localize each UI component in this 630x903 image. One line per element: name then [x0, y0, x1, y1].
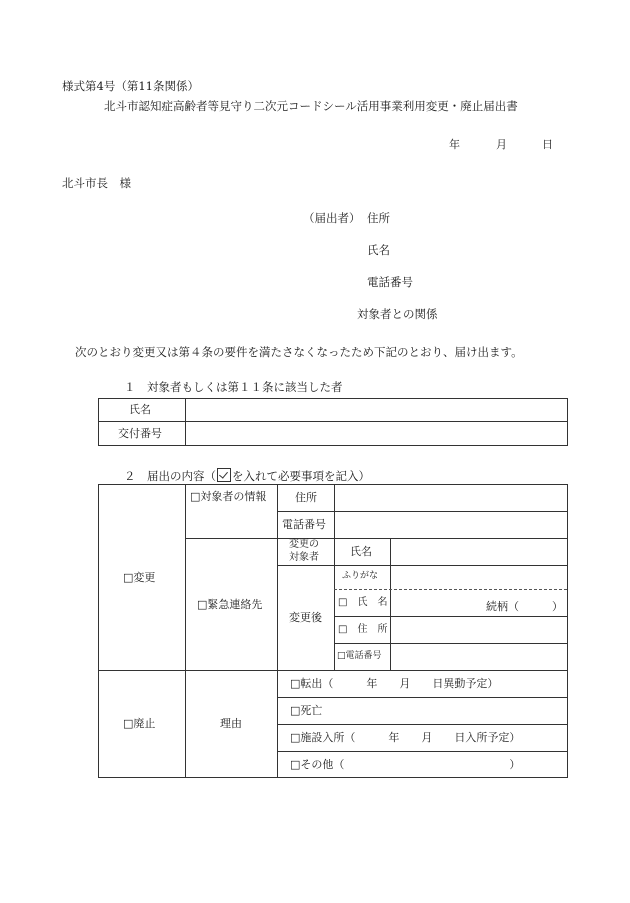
section2-heading-pre: ２ 届出の内容（	[124, 469, 216, 483]
change-phone-label: 電話番号	[282, 518, 326, 531]
applicant-name-label: 氏名	[367, 243, 390, 257]
change-after-label: 変更後	[289, 611, 322, 624]
date-day-label: 日	[542, 138, 553, 151]
subject-info-checkbox[interactable]: □対象者の情報	[190, 490, 267, 503]
after-name-checkbox[interactable]: □ 氏 名	[338, 597, 388, 608]
date-year-label: 年	[449, 138, 460, 151]
furigana-label: ふりがな	[342, 571, 379, 581]
checkmark-box-icon	[217, 468, 231, 482]
applicant-address-label: 住所	[367, 211, 390, 225]
change-checkbox[interactable]: □変更	[123, 571, 156, 584]
change-target-label-1: 変更の	[289, 539, 319, 550]
applicant-phone-label: 電話番号	[367, 275, 413, 289]
after-address-checkbox[interactable]: □ 住 所	[338, 624, 388, 635]
section1-card-number-label: 交付番号	[118, 427, 162, 440]
document-title: 北斗市認知症高齢者等見守り二次元コードシール活用事業利用変更・廃止届出書	[104, 99, 518, 113]
section1-name-label: 氏名	[129, 403, 151, 416]
section2-heading	[124, 468, 370, 483]
form-number: 様式第4号（第11条関係）	[62, 79, 199, 93]
after-phone-checkbox[interactable]: □電話番号	[337, 651, 382, 661]
reason-facility-checkbox[interactable]: □施設入所（ 年 月 日入所予定）	[290, 731, 521, 744]
change-address-label: 住所	[295, 491, 317, 504]
emergency-contact-checkbox[interactable]: □緊急連絡先	[197, 598, 263, 611]
section1-heading: １ 対象者もしくは第１１条に該当した者	[124, 380, 343, 394]
reason-moving-out-checkbox[interactable]: □転出（ 年 月 日異動予定）	[290, 677, 499, 690]
reason-label: 理由	[220, 717, 242, 730]
abolish-checkbox[interactable]: □廃止	[123, 717, 156, 730]
reason-death-checkbox[interactable]: □死亡	[290, 704, 323, 717]
change-target-name-label: 氏名	[350, 545, 372, 558]
change-target-label-2: 対象者	[289, 552, 319, 563]
applicant-relation-label: 対象者との関係	[357, 307, 438, 321]
intro-text: 次のとおり変更又は第４条の要件を満たさなくなったため下記のとおり、届け出ます。	[75, 345, 523, 359]
relationship-label: 続柄（ ）	[486, 600, 563, 613]
applicant-label: （届出者）	[303, 211, 361, 225]
section2-heading-post: を入れて必要事項を記入）	[232, 469, 370, 483]
date-month-label: 月	[496, 138, 507, 151]
addressee: 北斗市長 様	[62, 176, 131, 190]
reason-other-checkbox[interactable]: □その他（ ）	[290, 758, 521, 771]
